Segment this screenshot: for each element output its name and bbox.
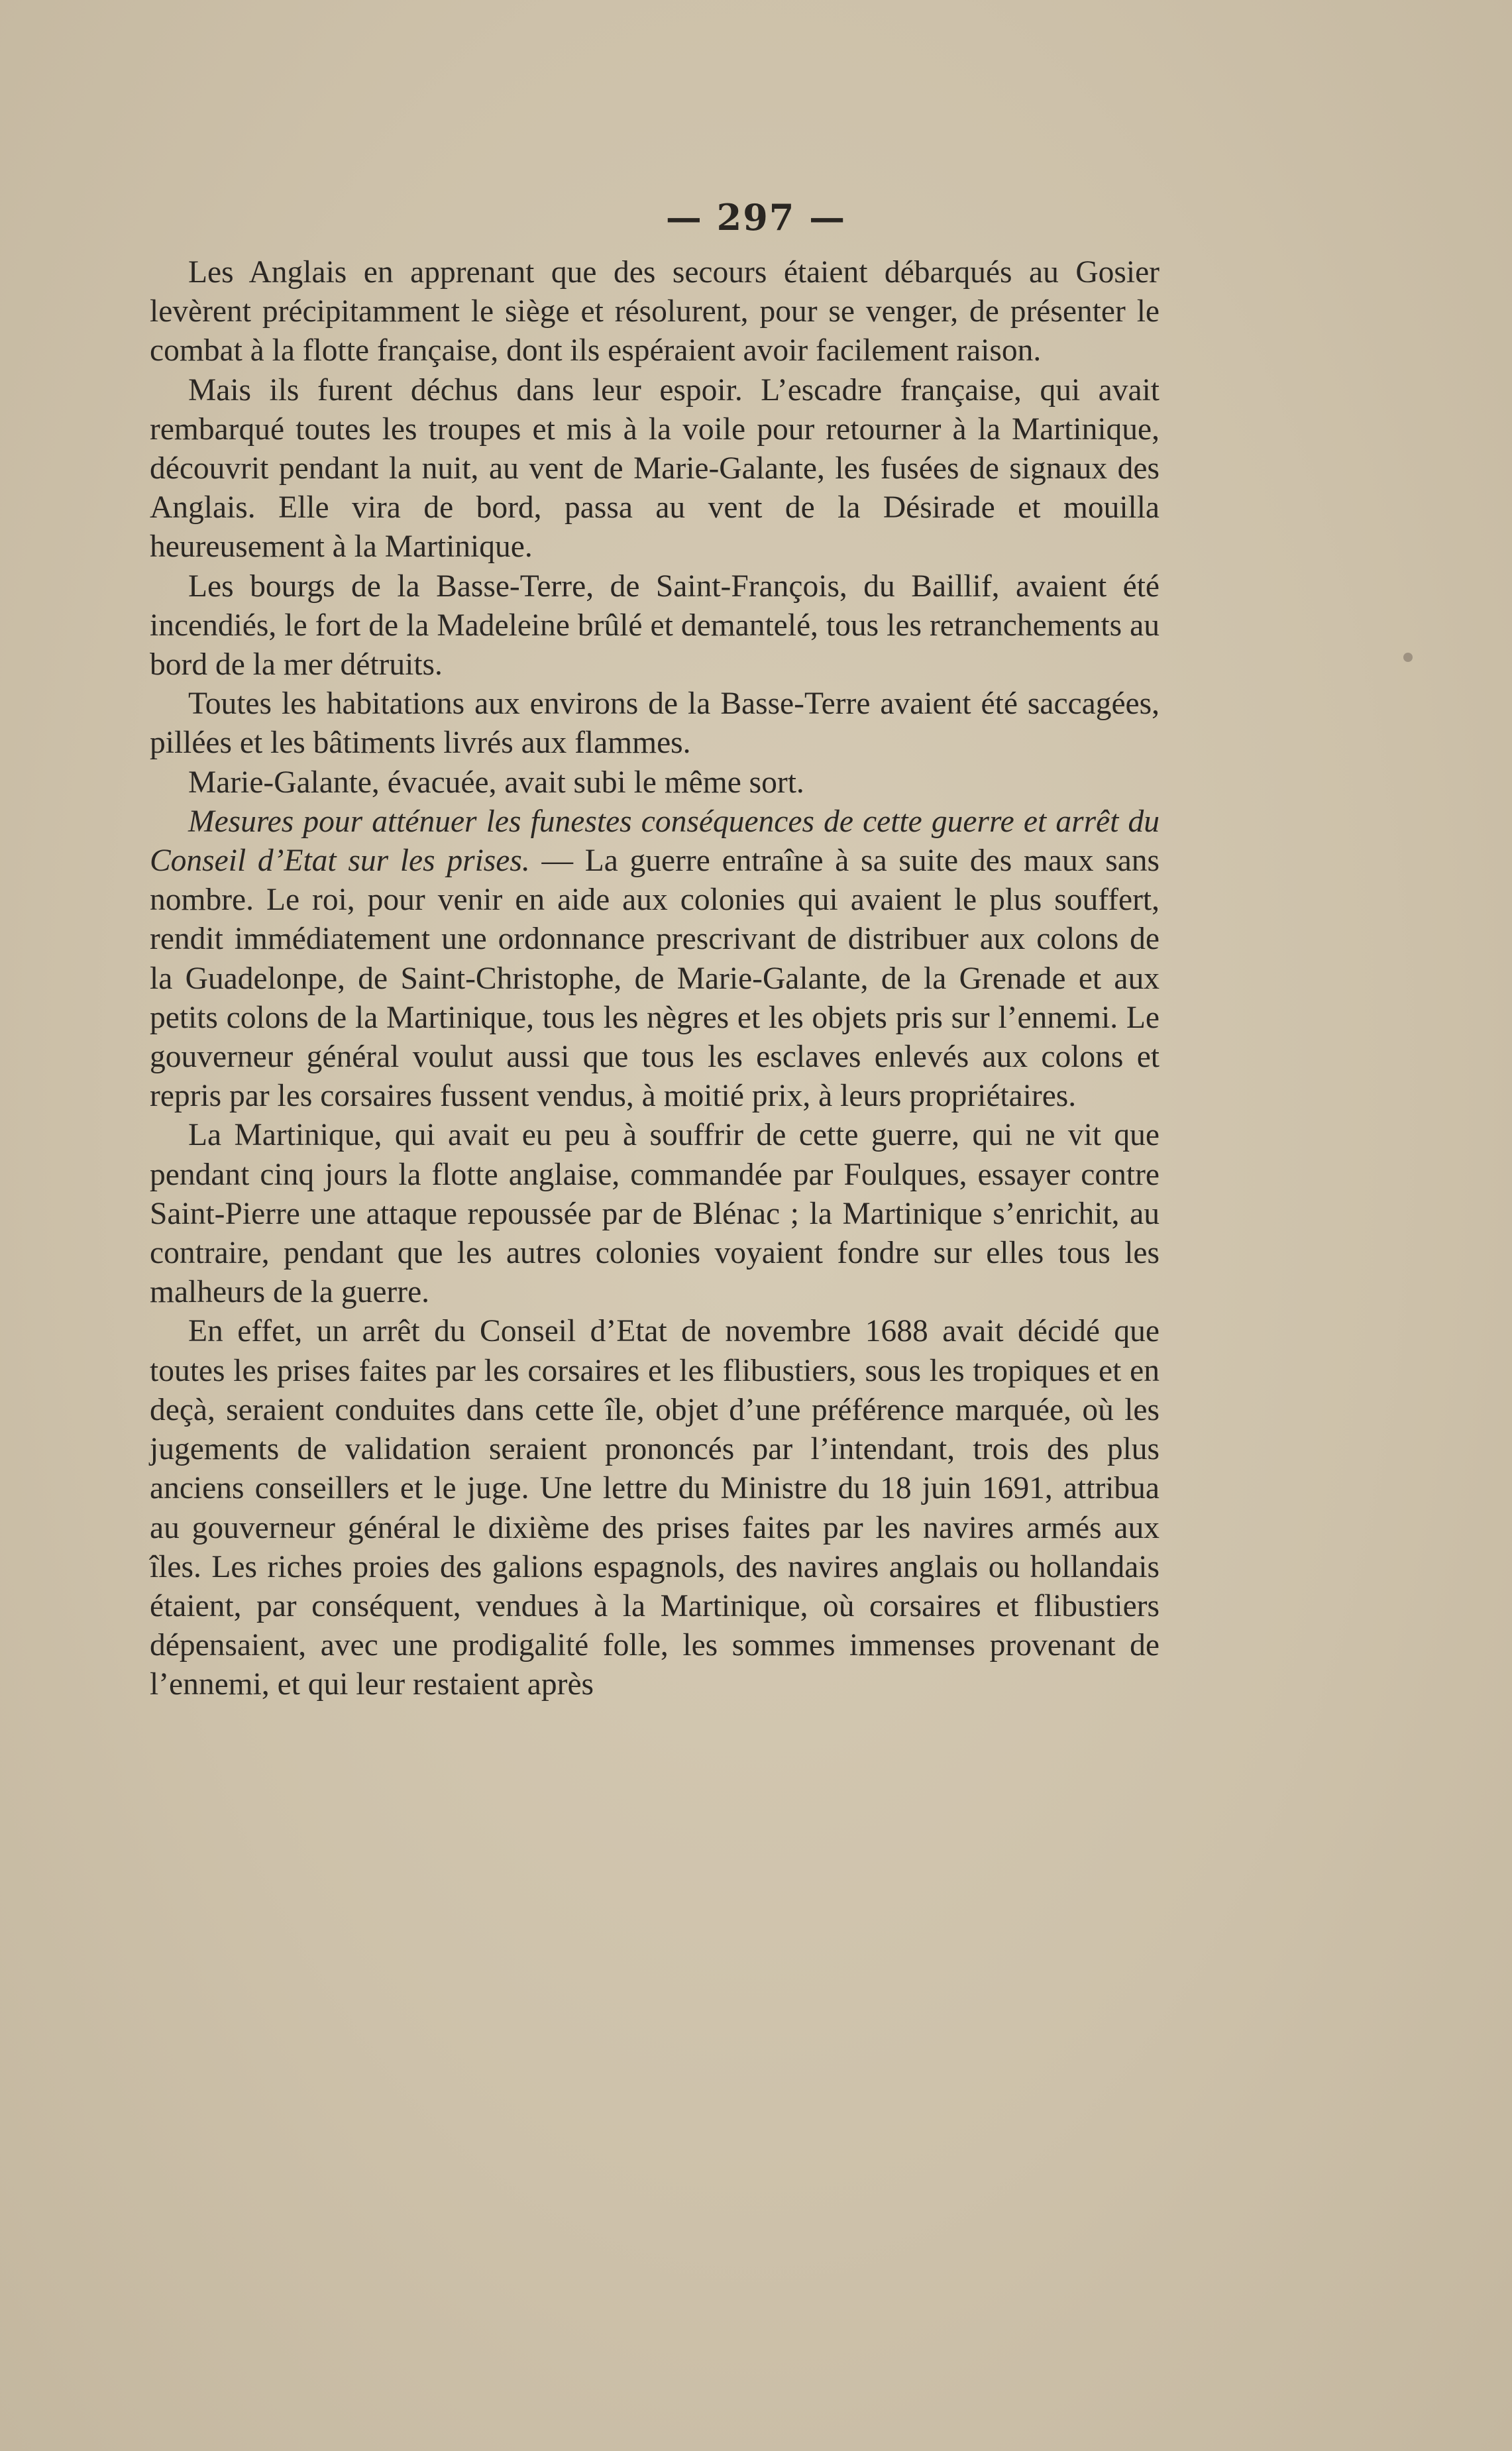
body-text: [150, 253, 1160, 1705]
paragraph-text: Les bourgs de la Basse-Terre, de Saint-François, du Baillif, avaient été incendiés, le fort de la Madeleine brûlé et demantelé, tous les retranchements au bord de la mer détruits.: [150, 569, 1160, 682]
paragraph-text: La Martinique, qui avait eu peu à souffrir de cette guerre, qui ne vit que pendant cinq jours la flotte anglaise, commandée par Foulques, essayer contre Saint-Pierre une attaque repoussée par de Blénac ; la Martinique s’enrichit, au contraire, pendant que les autres colonies voyaient fondre sur elles tous les malheurs de la guerre.: [150, 1118, 1160, 1310]
paragraph-3: [150, 567, 1160, 685]
paragraph-7: [150, 1116, 1160, 1312]
page-number: — 297 —: [665, 196, 847, 239]
paragraph-5: [150, 763, 1160, 802]
paragraph-text: Marie-Galante, évacuée, avait subi le même sort.: [188, 765, 804, 800]
paragraph-text: — La guerre entraîne à sa suite des maux sans nombre. Le roi, pour venir en aide aux colonies qui avaient le plus souffert, rendit immédiatement une ordonnance prescrivant de distribuer aux colons de la Guadelonpe, de Saint-Christophe, de Marie-Galante, de la Grenade et aux petits colons de la Martinique, tous les nègres et les objets pris sur l’ennemi. Le gouverneur général voulut aussi que tous les esclaves enlevés aux colons et repris par les corsaires fussent vendus, à moitié prix, à leurs propriétaires.: [150, 844, 1160, 1114]
paragraph-text: En effet, un arrêt du Conseil d’Etat de novembre 1688 avait décidé que toutes les prises faites par les corsaires et les flibustiers, sous les tropiques et en deçà, seraient conduites dans cette île, objet d’une préférence marquée, où les jugements de validation seraient prononcés par l’intendant, trois des plus anciens conseillers et le juge. Une lettre du Ministre du 18 juin 1691, attribua au gouverneur général le dixième des prises faites par les navires armés aux îles. Les riches proies des galions espagnols, des navires anglais ou hollandais étaient, par conséquent, vendues à la Martinique, où corsaires et flibustiers dépensaient, avec une prodigalité folle, les sommes immenses provenant de l’ennemi, et qui leur restaient après: [150, 1314, 1160, 1702]
paragraph-text: Les Anglais en apprenant que des secours étaient débarqués au Gosier levèrent précipitamment le siège et résolurent, pour se venger, de présenter le combat à la flotte française, dont ils espéraient avoir facilement raison.: [150, 255, 1160, 368]
section-heading: Mesures pour atténuer les funestes conséquences de cette guerre et arrêt du Conseil d’Etat sur les prises.: [150, 804, 1160, 879]
paragraph-4: [150, 684, 1160, 763]
paragraph-8: [150, 1312, 1160, 1704]
paragraph-text: Toutes les habitations aux environs de la Basse-Terre avaient été saccagées, pillées et les bâtiments livrés aux flammes.: [150, 686, 1160, 761]
paragraph-6: [150, 802, 1160, 1117]
paragraph-text: Mais ils furent déchus dans leur espoir. L’escadre française, qui avait rembarqué toutes les troupes et mis à la voile pour retourner à la Martinique, découvrit pendant la nuit, au vent de Marie-Galante, les fusées de signaux des Anglais. Elle vira de bord, passa au vent de la Désirade et mouilla heureusement à la Martinique.: [150, 372, 1160, 565]
paragraph-2: [150, 371, 1160, 567]
paper-speck: [1403, 653, 1413, 662]
paragraph-1: [150, 253, 1160, 371]
